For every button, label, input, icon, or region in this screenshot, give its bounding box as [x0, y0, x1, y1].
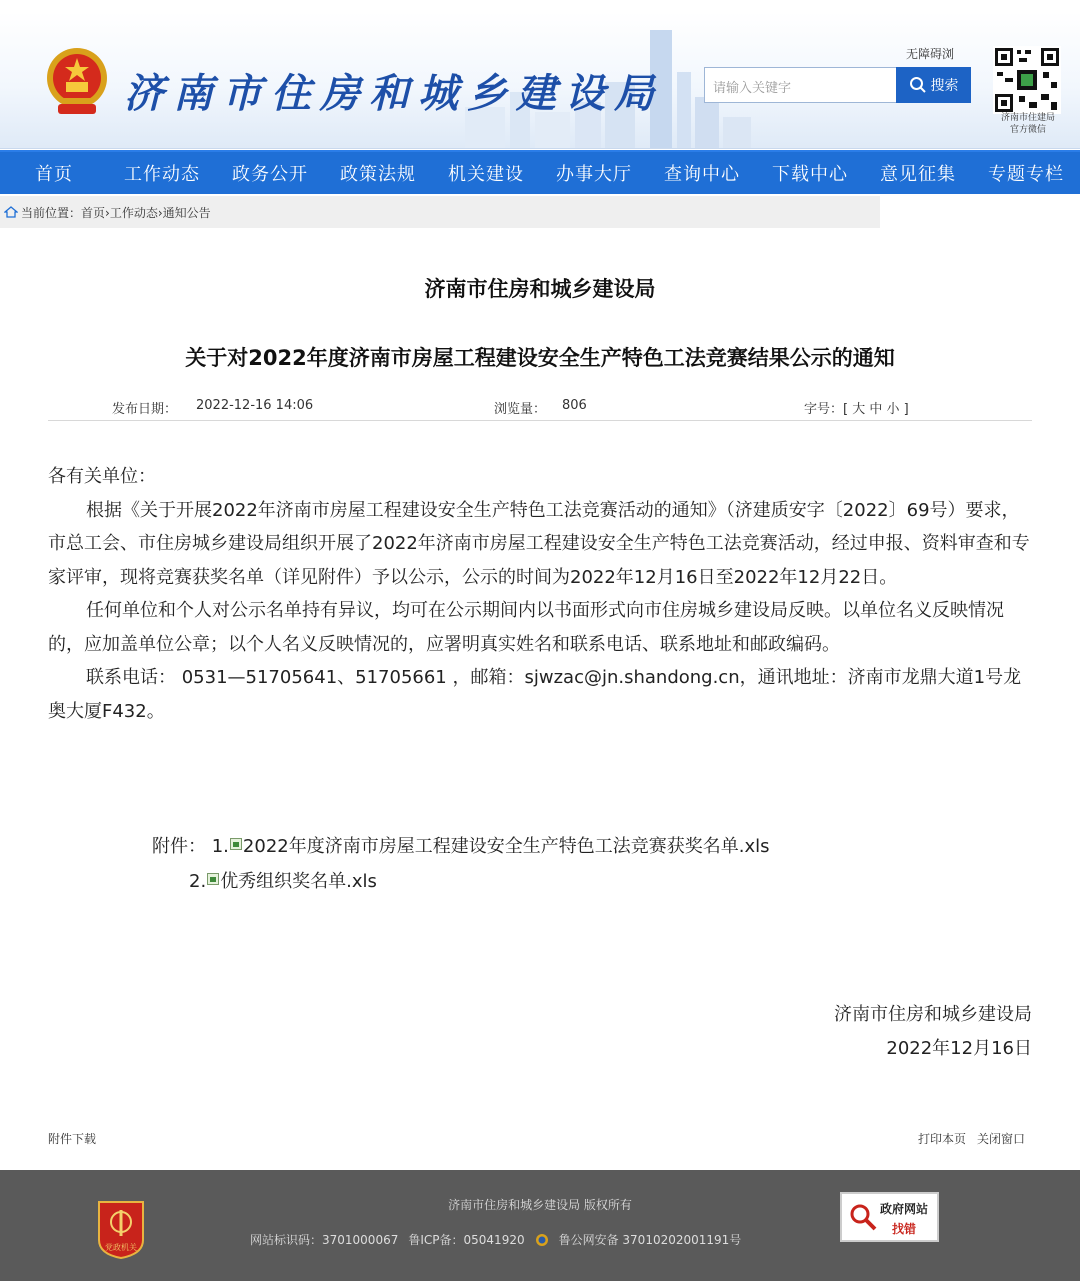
attachment-1-index: 1.: [211, 836, 229, 857]
site-header: [0, 12, 1080, 149]
national-emblem-icon: [42, 42, 112, 122]
nav-item-feedback[interactable]: 意见征集: [880, 164, 956, 185]
excel-file-icon: [207, 873, 219, 885]
breadcrumb-label: 当前位置：: [21, 205, 82, 220]
views-count: 806: [562, 398, 587, 413]
nav-item-gov-affairs[interactable]: 政务公开: [232, 164, 308, 185]
site-title: 济南市住房和城乡建设局: [124, 70, 663, 117]
nav-item-topics[interactable]: 专题专栏: [988, 164, 1064, 185]
qr-caption: [988, 112, 1068, 136]
gov-badge-line2: 找错: [892, 1222, 917, 1236]
paragraph-3: 联系电话： 0531—51705641、51705661 ，邮箱：sjwzac@jn.shandong.cn，通讯地址：济南市龙鼎大道1号龙奥大厦F432。: [48, 667, 1022, 722]
gov-site-error-report-badge[interactable]: [840, 1192, 939, 1242]
publish-label: 发布日期：: [112, 402, 178, 417]
qr-caption-line2: 官方微信: [1009, 125, 1046, 135]
home-icon: [4, 206, 18, 218]
signature-date: 2022年12月16日: [886, 1038, 1032, 1059]
qr-caption-line1: 济南市住建局: [1000, 113, 1055, 123]
attachment-2-index: 2.: [189, 871, 207, 892]
search-button-label: 搜索: [930, 78, 959, 94]
nav-item-query[interactable]: 查询中心: [664, 164, 740, 185]
attachment-2: [189, 867, 377, 893]
party-government-badge-icon[interactable]: [95, 1200, 147, 1260]
article-title: 关于对2022年度济南市房屋工程建设安全生产特色工法竞赛结果公示的通知: [185, 346, 895, 370]
qr-code-icon: [993, 41, 1061, 119]
article-meta: [48, 391, 1032, 421]
magnifier-icon: [848, 1202, 878, 1232]
breadcrumb-path[interactable]: 首页›工作动态›通知公告: [81, 205, 211, 220]
main-nav: [0, 150, 1080, 194]
signature-org: 济南市住房和城乡建设局: [834, 1004, 1032, 1025]
party-badge-text: 党政机关: [105, 1243, 137, 1252]
attachment-1: [152, 832, 769, 858]
police-badge-icon: [535, 1233, 549, 1247]
nav-item-agency[interactable]: 机关建设: [448, 164, 524, 185]
search-input[interactable]: 请输入关键字: [704, 67, 898, 103]
publish-date: 2022-12-16 14:06: [196, 398, 314, 413]
nav-item-services[interactable]: 办事大厅: [556, 164, 632, 185]
views-label: 浏览量：: [494, 402, 547, 417]
paragraph-1: 根据《关于开展2022年济南市房屋工程建设安全生产特色工法竞赛活动的通知》（济建质安字〔2022〕69号）要求，市总工会、市住房城乡建设局组织开展了2022年济南市房屋工程建设安全生产特色工法竞赛活动，经过申报、资料审查和专家评审，现将竞赛获奖名单（详见附件）予以公示，公示的时间为2022年12月16日至2022年12月22日。: [48, 499, 1030, 588]
issuing-org: 济南市住房和城乡建设局: [424, 277, 656, 301]
gov-badge-line1: 政府网站: [880, 1202, 929, 1216]
police-record[interactable]: 鲁公网安备 37010202001191号: [558, 1233, 742, 1247]
attachment-label: 附件：: [152, 836, 206, 857]
paragraph-2: 任何单位和个人对公示名单持有异议，均可在公示期间内以书面形式向市住房城乡建设局反映。以单位名义反映情况的，应加盖单位公章；以个人名义反映情况的，应署明真实姓名和联系电话、联系地址和邮政编码。: [48, 600, 1004, 655]
breadcrumb: [0, 196, 880, 228]
accessibility-link[interactable]: 无障碍浏: [906, 47, 955, 61]
download-attachments-link[interactable]: 附件下载: [48, 1132, 97, 1146]
nav-item-downloads[interactable]: 下载中心: [772, 164, 848, 185]
font-size-control[interactable]: 字号：[ 大 中 小 ]: [804, 402, 909, 417]
nav-item-work-news[interactable]: 工作动态: [124, 164, 200, 185]
excel-file-icon: [230, 838, 242, 850]
print-link[interactable]: 打印本页: [918, 1132, 967, 1146]
search-icon: [909, 76, 927, 94]
nav-item-policies[interactable]: 政策法规: [340, 164, 416, 185]
article-body: [48, 460, 1032, 728]
attachment-2-link[interactable]: 优秀组织奖名单.xls: [220, 871, 377, 892]
site-code: 网站标识码：3701000067: [250, 1233, 399, 1247]
copyright: 济南市住房和城乡建设局 版权所有: [448, 1198, 632, 1212]
search-button[interactable]: [896, 67, 971, 103]
license-info: [250, 1231, 741, 1248]
salutation: 各有关单位：: [48, 466, 156, 487]
icp-record[interactable]: 鲁ICP备：05041920: [408, 1233, 525, 1247]
attachment-1-link[interactable]: 2022年度济南市房屋工程建设安全生产特色工法竞赛获奖名单.xls: [242, 836, 770, 857]
nav-item-home[interactable]: 首页: [35, 164, 73, 185]
close-window-link[interactable]: 关闭窗口: [977, 1132, 1026, 1146]
